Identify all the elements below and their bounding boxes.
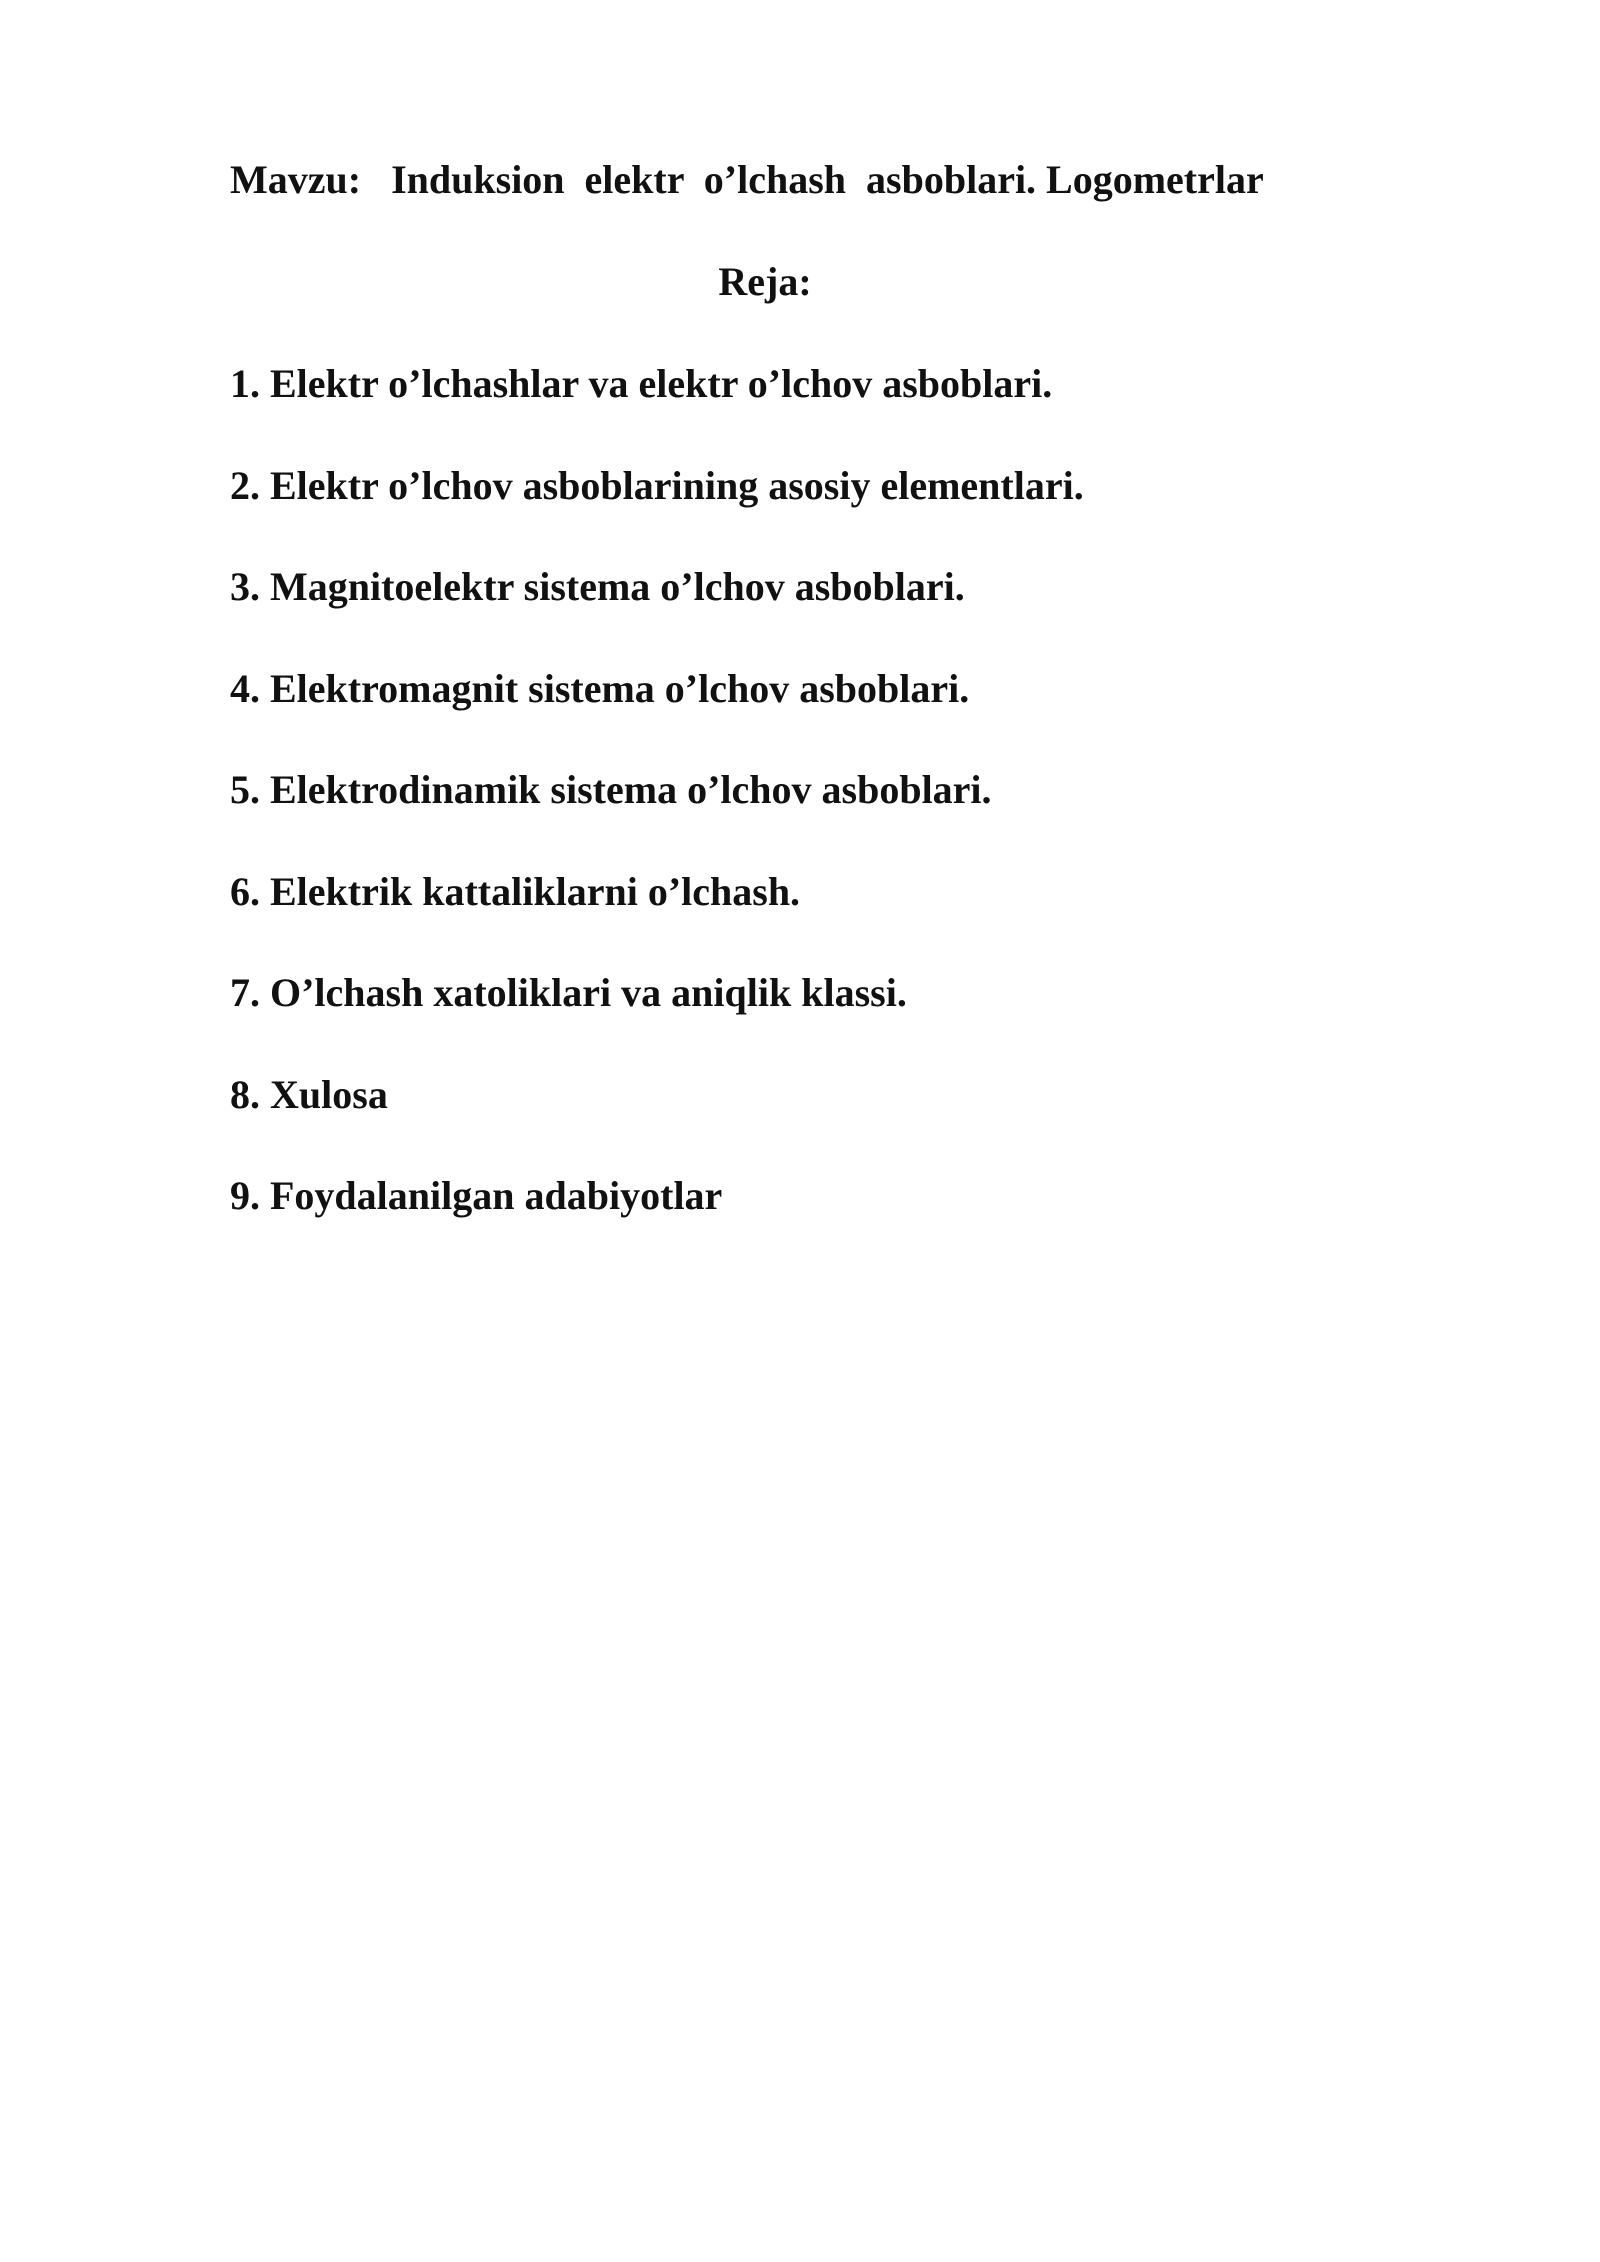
plan-item: 7. O’lchash xatoliklari va aniqlik klassi.: [230, 970, 907, 1015]
plan-item: 9. Foydalanilgan adabiyotlar: [230, 1173, 723, 1218]
plan-list: [230, 354, 1084, 1268]
document-title: Mavzu: Induksion elektr o’lchash asboblari. Logometrlar: [230, 157, 1264, 202]
plan-item: 5. Elektrodinamik sistema o’lchov asboblari.: [230, 767, 992, 812]
plan-item: 8. Xulosa: [230, 1071, 388, 1117]
plan-item: 6. Elektrik kattaliklarni o’lchash.: [230, 868, 801, 914]
plan-item: 2. Elektr o’lchov asboblarining asosiy elementlari.: [230, 462, 1084, 508]
plan-item: 1. Elektr o’lchashlar va elektr o’lchov asboblari.: [230, 361, 1053, 406]
plan-item: 3. Magnitoelektr sistema o’lchov asboblari.: [230, 564, 965, 609]
plan-heading: Reja:: [718, 259, 812, 304]
plan-item: 4. Elektromagnit sistema o’lchov asboblari.: [230, 665, 970, 711]
